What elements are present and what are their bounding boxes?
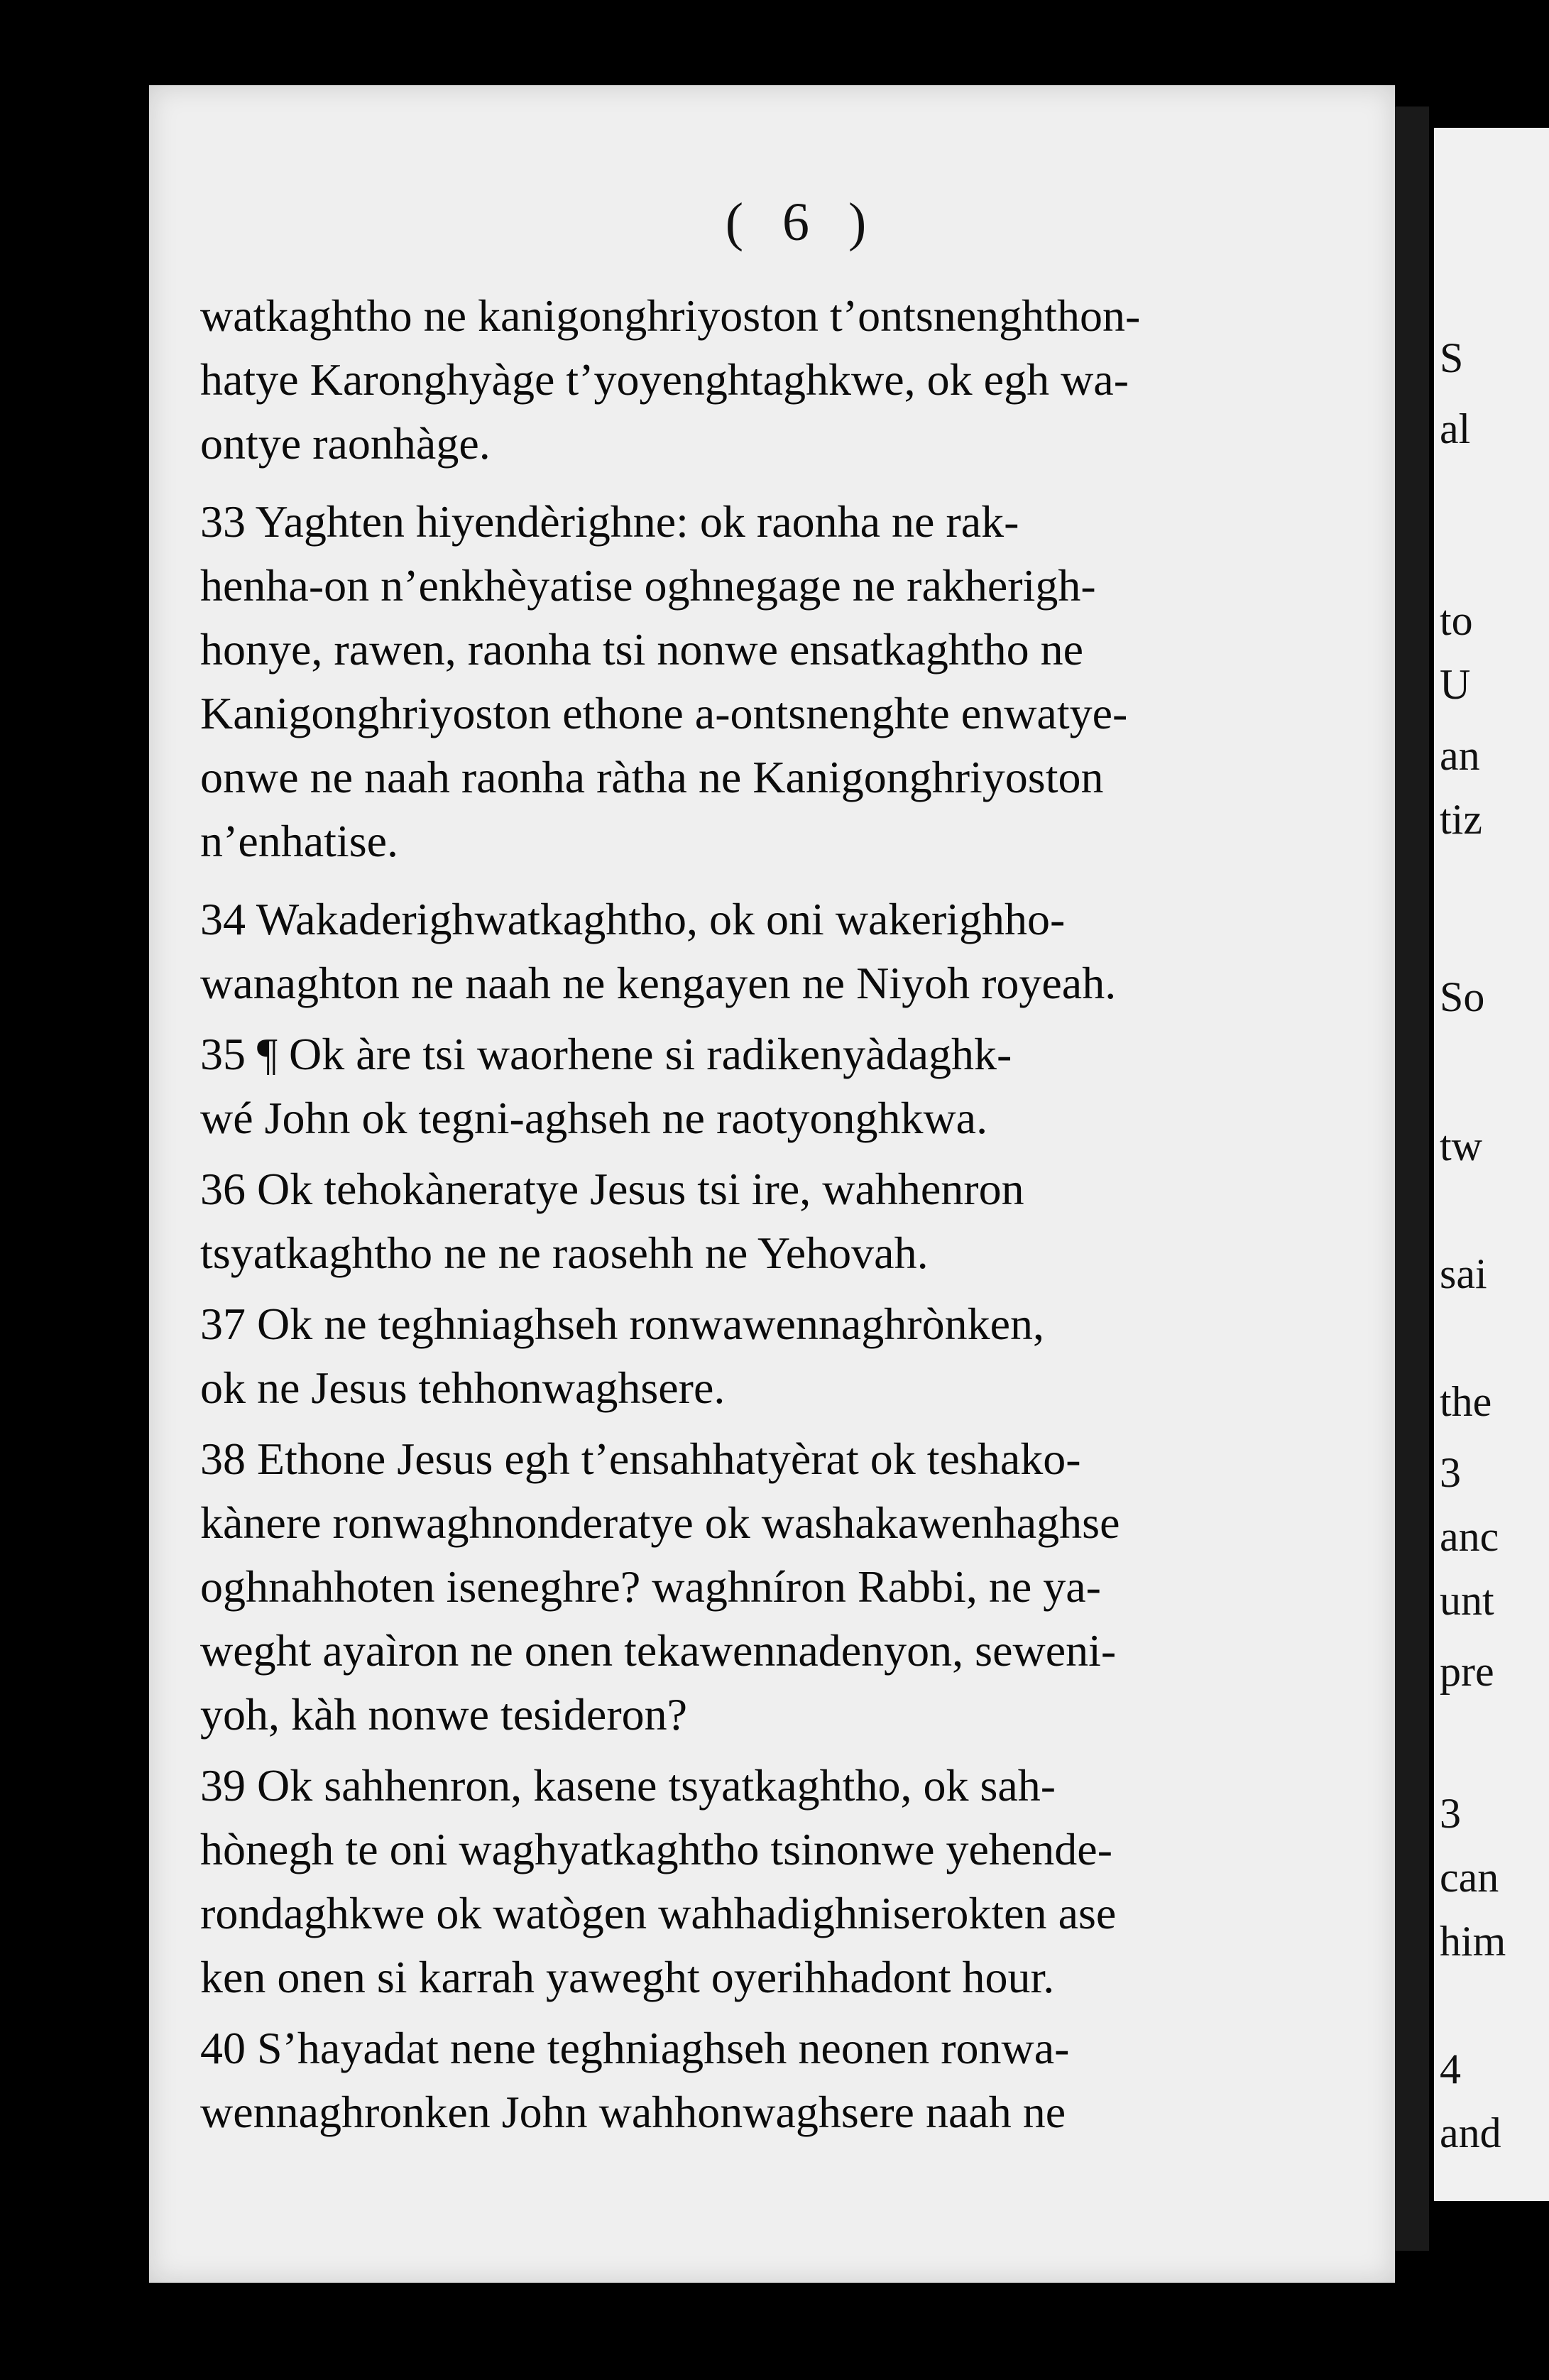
text-line: yoh, kàh nonwe tesideron? — [200, 1689, 688, 1740]
facing-fragment: to — [1440, 597, 1473, 644]
text-line: henha-on n’enkhèyatise oghnegage ne rakherigh- — [200, 560, 1096, 611]
facing-fragment: the — [1440, 1378, 1492, 1425]
facing-fragment: tw — [1440, 1123, 1482, 1169]
facing-fragment: him — [1440, 1918, 1506, 1965]
facing-fragment: sai — [1440, 1250, 1487, 1297]
page-gutter — [1395, 107, 1429, 2251]
text-line: 39 Ok sahhenron, kasene tsyatkaghtho, ok sah- — [200, 1760, 1056, 1811]
text-line: watkaghtho ne kanigonghriyoston t’ontsnenghthon- — [200, 290, 1141, 341]
text-line: hònegh te oni waghyatkaghtho tsinonwe yehende- — [200, 1824, 1112, 1874]
text-line: Kanigonghriyoston ethone a-ontsnenghte enwatye- — [200, 688, 1128, 738]
facing-fragment: 3 — [1440, 1449, 1461, 1496]
facing-fragment: S — [1440, 334, 1464, 381]
text-line: 33 Yaghten hiyendèrighne: ok raonha ne rak- — [200, 496, 1019, 547]
text-line: oghnahhoten iseneghre? waghníron Rabbi, ne ya- — [200, 1561, 1101, 1612]
facing-fragment: anc — [1440, 1513, 1499, 1560]
facing-fragment: unt — [1440, 1577, 1494, 1624]
facing-fragment: So — [1440, 973, 1485, 1020]
text-line: tsyatkaghtho ne ne raosehh ne Yehovah. — [200, 1228, 929, 1278]
page-number: ( 6 ) — [725, 192, 880, 252]
text-line: 38 Ethone Jesus egh t’ensahhatyèrat ok teshako- — [200, 1434, 1081, 1484]
facing-fragment: al — [1440, 405, 1471, 452]
text-line: 37 Ok ne teghniaghseh ronwawennaghrònken, — [200, 1299, 1044, 1349]
text-line: honye, rawen, raonha tsi nonwe ensatkaghtho ne — [200, 624, 1084, 675]
facing-fragment: and — [1440, 2109, 1501, 2156]
facing-fragment: U — [1440, 661, 1471, 708]
text-line: ontye raonhàge. — [200, 418, 491, 469]
text-line: wanaghton ne naah ne kengayen ne Niyoh royeah. — [200, 958, 1117, 1008]
text-line: kànere ronwaghnonderatye ok washakawenhaghse — [200, 1497, 1120, 1548]
text-line: ken onen si karrah yaweght oyerihhadont hour. — [200, 1952, 1055, 2002]
text-line: wennaghronken John wahhonwaghsere naah ne — [200, 2087, 1066, 2137]
text-line: 34 Wakaderighwatkaghtho, ok oni wakerighho- — [200, 894, 1066, 944]
text-line: rondaghkwe ok watògen wahhadighniserokten ase — [200, 1888, 1117, 1938]
text-line: 40 S’hayadat nene teghniaghseh neonen ronwa- — [200, 2023, 1070, 2073]
facing-fragment: 4 — [1440, 2046, 1461, 2092]
facing-fragment: can — [1440, 1854, 1499, 1901]
facing-fragment: pre — [1440, 1648, 1494, 1695]
text-line: onwe ne naah raonha ràtha ne Kanigonghriyoston — [200, 752, 1104, 802]
text-line: 35 ¶ Ok àre tsi waorhene si radikenyàdaghk- — [200, 1029, 1012, 1079]
text-line: 36 Ok tehokàneratye Jesus tsi ire, wahhenron — [200, 1164, 1024, 1214]
text-line: n’enhatise. — [200, 816, 398, 866]
text-line: ok ne Jesus tehhonwaghsere. — [200, 1363, 726, 1413]
text-line: hatye Karonghyàge t’yoyenghtaghkwe, ok egh wa- — [200, 354, 1129, 405]
facing-fragment: 3 — [1440, 1790, 1461, 1837]
facing-page — [1434, 128, 1549, 2201]
facing-fragment: an — [1440, 732, 1480, 779]
facing-fragment: tiz — [1440, 796, 1482, 843]
text-line: weght ayaìron ne onen tekawennadenyon, seweni- — [200, 1625, 1117, 1676]
text-line: wé John ok tegni-aghseh ne raotyonghkwa. — [200, 1093, 988, 1143]
